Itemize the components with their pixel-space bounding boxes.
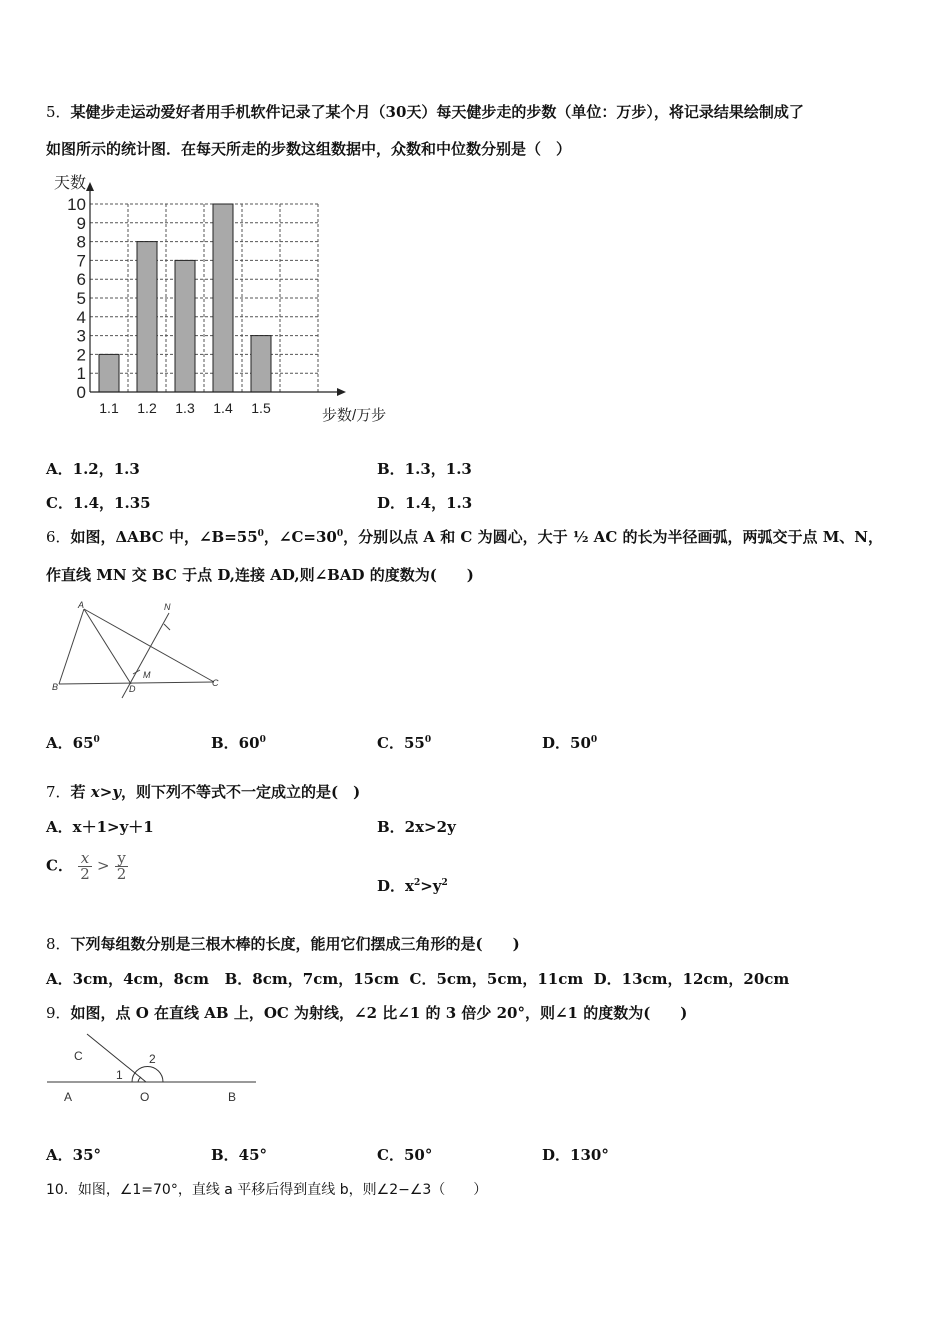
y-tick-3: 3 xyxy=(76,326,86,346)
q9-option-c[interactable]: C．50° xyxy=(377,1146,433,1164)
q6-option-b-text: B．60 xyxy=(211,734,260,752)
x-axis-arrow xyxy=(337,388,346,396)
x-tick-1.5: 1.5 xyxy=(251,400,271,416)
q5-number: 5． xyxy=(46,103,71,121)
fig6-label-n: N xyxy=(164,602,171,612)
x-tick-1.2: 1.2 xyxy=(137,400,157,416)
q7-option-d-sup-2: 2 xyxy=(441,878,448,888)
y-tick-10: 10 xyxy=(67,195,86,214)
q7-text-b: ，则下列不等式不一定成立的是( ) xyxy=(121,783,361,801)
q6-text-b: ，∠C=30 xyxy=(263,528,337,546)
q6-option-b[interactable] xyxy=(211,732,266,753)
q8-text: 下列每组数分别是三根木棒的长度，能用它们摆成三角形的是( ) xyxy=(70,935,520,953)
bar-chart xyxy=(40,168,400,428)
x-tick-1.4: 1.4 xyxy=(213,400,233,416)
q8-options[interactable]: A．3cm，4cm，8cm B．8cm，7cm，15cm C．5cm，5cm，11cm D．13cm，12cm，20cm xyxy=(46,970,790,988)
x-axis-label: 步数/万步 xyxy=(322,407,387,424)
q7-option-d-sup-1: 2 xyxy=(413,878,421,888)
q9-option-d[interactable]: D．130° xyxy=(542,1146,609,1164)
q7-option-a[interactable]: A．x＋1>y＋1 xyxy=(46,818,154,836)
q9-option-a[interactable]: A．35° xyxy=(46,1146,102,1164)
q10-text: 如图，∠1=70°，直线 a 平移后得到直线 b，则∠2−∠3（ ） xyxy=(77,1182,488,1198)
x-tick-1.1: 1.1 xyxy=(99,400,119,416)
q6-option-d-text: D．50 xyxy=(542,734,591,752)
q7-option-d-a: D．x xyxy=(377,877,414,895)
q6-option-d[interactable] xyxy=(542,732,597,753)
q7-fraction-y-over-2 xyxy=(115,851,129,882)
fig9-label-1: 1 xyxy=(116,1068,123,1082)
y-tick-8: 8 xyxy=(76,232,86,252)
q5-text-1: 某健步走运动爱好者用手机软件记录了某个月（30天）每天健步走的步数（单位：万步），将记录结果绘制成了 xyxy=(70,103,804,121)
q8-number: 8． xyxy=(46,935,71,953)
bar-1.2 xyxy=(137,242,157,392)
bar-1.5 xyxy=(251,336,271,392)
q6-option-a-text: A．65 xyxy=(46,734,94,752)
q9-option-b[interactable]: B．45° xyxy=(211,1146,268,1164)
q6-text-c: ，分别以点 A 和 C 为圆心，大于 ½ AC 的长为半径画弧，两弧交于点 M、N， xyxy=(343,528,884,546)
q7-option-c-label: C． xyxy=(46,856,73,875)
q6-text-a: 如图，ΔABC 中，∠B=55 xyxy=(70,528,258,546)
q8-line xyxy=(46,933,520,954)
q7-frac1-den: 2 xyxy=(80,865,90,883)
q6-option-c[interactable] xyxy=(377,732,431,753)
fig6-label-a: A xyxy=(78,600,85,610)
x-tick-1.3: 1.3 xyxy=(175,400,195,416)
y-tick-1: 1 xyxy=(76,364,86,384)
y-tick-5: 5 xyxy=(76,289,86,308)
q10-number: 10． xyxy=(46,1182,78,1198)
q5-option-b[interactable]: B．1.3，1.3 xyxy=(377,460,472,478)
bar-1.1 xyxy=(99,354,119,392)
q5-option-c[interactable]: C．1.4，1.35 xyxy=(46,494,151,512)
q7-frac2-den: 2 xyxy=(116,865,127,883)
q7-option-c-gt: > xyxy=(96,856,110,875)
angle-figure xyxy=(46,1030,260,1110)
q6-option-b-sup: 0 xyxy=(259,735,266,745)
q6-option-d-sup: 0 xyxy=(590,735,598,745)
y-tick-6: 6 xyxy=(76,270,86,290)
q7-var-x: x xyxy=(90,783,100,801)
q7-var-y: y xyxy=(112,783,122,801)
q5-line1 xyxy=(46,101,804,122)
y-axis-label: 天数 xyxy=(54,175,87,192)
bar-1.3 xyxy=(175,260,195,392)
fig6-label-c: C xyxy=(212,678,219,688)
q7-fraction-x-over-2 xyxy=(78,851,92,882)
fig6-label-b: B xyxy=(52,682,59,692)
q7-gt: > xyxy=(99,783,113,801)
q7-option-d[interactable] xyxy=(377,875,448,896)
q5-line2: 如图所示的统计图．在每天所走的步数这组数据中，众数和中位数分别是（ ） xyxy=(46,140,572,158)
fig6-label-d: D xyxy=(129,684,136,694)
fig9-label-o: O xyxy=(140,1090,150,1104)
q7-option-b[interactable]: B．2x>2y xyxy=(377,818,456,836)
fig6-label-m: M xyxy=(143,670,151,680)
q5-option-d[interactable]: D．1.4，1.3 xyxy=(377,494,473,512)
chart-grid xyxy=(90,204,318,392)
q6-line1 xyxy=(46,526,883,547)
q6-line2: 作直线 MN 交 BC 于点 D,连接 AD,则∠BAD 的度数为( ) xyxy=(46,566,474,584)
q6-degree-sup-2: 0 xyxy=(336,529,344,539)
q6-option-a-sup: 0 xyxy=(93,735,100,745)
y-tick-0: 0 xyxy=(76,383,86,402)
q7-option-c[interactable] xyxy=(46,851,128,882)
q7-text-a: 若 xyxy=(70,783,91,801)
fig9-label-c: C xyxy=(74,1049,83,1063)
y-tick-7: 7 xyxy=(76,251,86,271)
y-tick-4: 4 xyxy=(76,307,86,327)
q6-option-c-text: C．55 xyxy=(377,734,425,752)
q9-text: 如图，点 O 在直线 AB 上，OC 为射线，∠2 比∠1 的 3 倍少 20°，则∠1 的度数为( ) xyxy=(70,1004,688,1022)
bar-1.4 xyxy=(213,204,233,392)
q7-frac1-num: x xyxy=(80,849,90,867)
q7-option-d-b: >y xyxy=(420,877,442,895)
fig9-label-2: 2 xyxy=(149,1052,156,1066)
fig9-label-b: B xyxy=(228,1090,237,1104)
q10-line xyxy=(46,1179,487,1199)
q6-option-c-sup: 0 xyxy=(424,735,432,745)
y-axis-arrow xyxy=(86,182,94,191)
q9-number: 9． xyxy=(46,1004,71,1022)
triangle-figure xyxy=(46,598,236,702)
y-tick-2: 2 xyxy=(76,345,86,365)
q6-degree-sup-1: 0 xyxy=(257,529,264,539)
y-tick-9: 9 xyxy=(76,213,86,233)
q9-line xyxy=(46,1002,687,1023)
q7-frac2-num: y xyxy=(117,849,126,867)
q7-line xyxy=(46,781,360,802)
q5-option-a[interactable]: A．1.2，1.3 xyxy=(46,460,140,478)
fig9-label-a: A xyxy=(64,1090,73,1104)
q7-number: 7． xyxy=(46,783,71,801)
q6-option-a[interactable] xyxy=(46,732,100,753)
q6-number: 6． xyxy=(46,528,71,546)
